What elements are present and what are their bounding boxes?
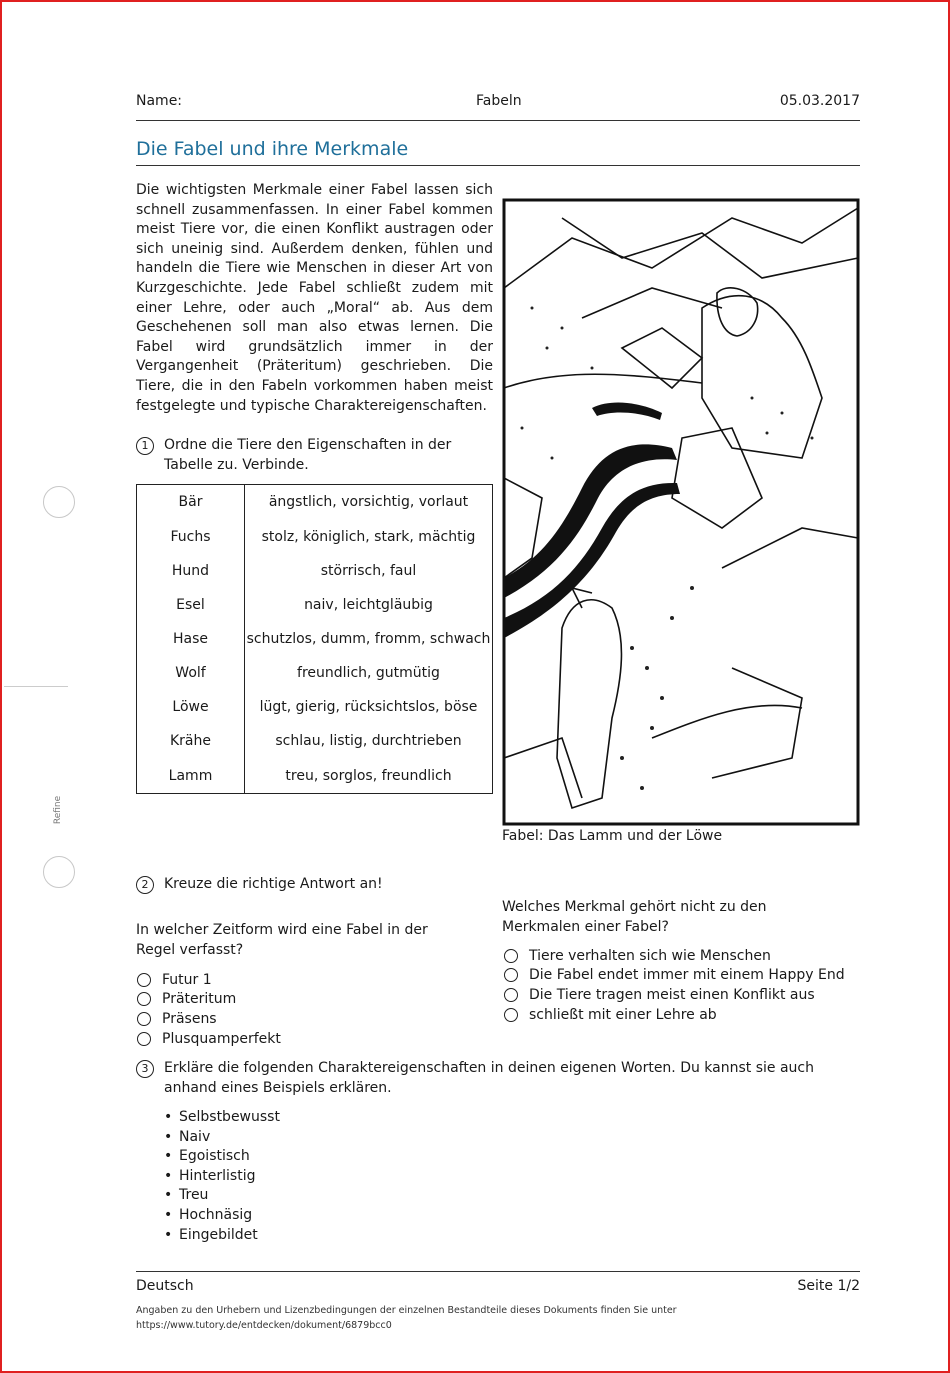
list-item [164,1167,280,1187]
radio-circle-icon[interactable] [504,949,518,963]
radio-circle-icon[interactable] [137,1032,151,1046]
answer-option[interactable] [137,970,281,990]
animal-cell: Hund [137,554,245,588]
table-row [137,588,493,622]
radio-circle-icon[interactable] [137,1012,151,1026]
credit-url: https://www.tutory.de/entdecken/dokument/6879bcc0 [136,1320,392,1331]
punch-hole-bottom [43,856,75,888]
list-item [164,1226,280,1246]
task-number: 3 [136,1060,154,1078]
traits-cell: lügt, gierig, rücksichtslos, böse [259,699,478,716]
option-label: schließt mit einer Lehre ab [529,1006,717,1023]
list-item-text: Hinterlistig [179,1167,256,1184]
punch-hole-top [43,486,75,518]
task-3 [136,1059,848,1098]
list-item-text: Hochnäsig [179,1206,253,1223]
list-item-text: Selbstbewusst [179,1109,280,1125]
table-row [137,656,493,690]
radio-circle-icon[interactable] [137,992,151,1006]
radio-circle-icon[interactable] [504,1008,518,1022]
side-label: Refine [53,795,64,825]
animal-cell: Wolf [137,656,245,690]
page-number: Seite 1/2 [797,1278,860,1294]
tense-options [137,970,281,1048]
task-text: Kreuze die richtige Antwort an! [164,876,383,892]
task-1 [136,436,496,475]
option-label: Die Tiere tragen meist einen Konflikt aus [529,986,815,1003]
bullet-icon: • [164,1148,173,1165]
answer-option[interactable] [137,990,281,1010]
answer-option[interactable] [504,946,845,966]
credit-line: Angaben zu den Urhebern und Lizenzbedingungen der einzelnen Bestandteile dieses Dokuments finden Sie unter [136,1305,677,1316]
fold-mark [4,686,68,687]
image-caption: Fabel: Das Lamm und der Löwe [502,828,723,844]
footer-subject: Deutsch [136,1278,194,1294]
list-item [164,1206,280,1226]
bullet-icon: • [164,1128,173,1145]
list-item-text: Egoistisch [179,1148,250,1165]
radio-circle-icon[interactable] [137,973,151,987]
table-row [137,622,493,656]
answer-option[interactable] [504,985,845,1005]
fable-illustration [502,198,860,826]
list-item [164,1128,280,1148]
trait-list [164,1108,280,1245]
list-item-text: Naiv [179,1128,211,1145]
task-text: Ordne die Tiere den Eigenschaften in der Tabelle zu. Verbinde. [164,437,452,473]
list-item-text: Treu [179,1187,209,1204]
list-item-text: Eingebildet [179,1226,258,1243]
task-number: 1 [136,437,154,455]
option-label: Futur 1 [162,971,212,988]
bullet-icon: • [164,1226,173,1243]
task-number: 2 [136,876,154,894]
intro-paragraph: Die wichtigsten Merkmale einer Fabel lassen sich schnell zusammenfassen. In einer Fabel kommen meist Tiere vor, die einen Konflikt austragen oder sich uneinig sind. Außerdem denken, fühlen und handeln die Tiere wie Menschen in dieser Art von Kurzgeschichte. Jede Fabel schließt zudem mit einer Lehre, oder auch „Moral“ ab. Aus dem Geschehenen soll man also etwas lernen. Die Fabel wird grundsätzlich immer in der Vergangenheit (Präteritum) geschrieben. Die Tiere, die in den Fabeln vorkommen haben meist festgelegte und typische Charaktereigenschaften. [136,182,493,414]
feature-options [504,946,845,1024]
traits-cell: naiv, leichtgläubig [304,596,433,613]
table-row [137,758,493,793]
name-label: Name: [136,93,183,109]
date: 05.03.2017 [779,93,860,109]
list-item [164,1108,280,1128]
bullet-icon: • [164,1167,173,1184]
footer-rule [136,1271,860,1272]
task-2 [136,875,496,895]
animal-cell: Löwe [137,690,245,724]
animal-cell: Fuchs [137,520,245,554]
animal-cell: Krähe [137,724,245,758]
traits-cell: störrisch, faul [320,562,417,579]
traits-cell: treu, sorglos, freundlich [285,767,452,784]
animal-traits-table [136,484,493,794]
radio-circle-icon[interactable] [504,968,518,982]
option-label: Die Fabel endet immer mit einem Happy End [529,967,845,984]
title-rule [136,165,860,166]
answer-option[interactable] [137,1029,281,1049]
header-rule [136,120,860,121]
table-row [137,690,493,724]
question-feature: Welches Merkmal gehört nicht zu den Merkmalen einer Fabel? [502,899,767,935]
page-title: Die Fabel und ihre Merkmale [136,138,409,160]
subject-title: Fabeln [476,93,522,109]
table-row [137,520,493,554]
option-label: Tiere verhalten sich wie Menschen [529,947,771,964]
traits-cell: schlau, listig, durchtrieben [275,733,462,750]
answer-option[interactable] [504,966,845,986]
list-item [164,1147,280,1167]
bullet-icon: • [164,1206,173,1223]
table-row [137,724,493,758]
traits-cell: stolz, königlich, stark, mächtig [261,528,476,545]
option-label: Plusquamperfekt [162,1030,281,1047]
animal-cell: Hase [137,622,245,656]
option-label: Präsens [162,1010,217,1027]
traits-cell: schutzlos, dumm, fromm, schwach [246,630,491,647]
radio-circle-icon[interactable] [504,988,518,1002]
bullet-icon: • [164,1109,173,1125]
traits-cell: freundlich, gutmütig [297,665,440,682]
option-label: Präteritum [162,991,237,1008]
answer-option[interactable] [504,1005,845,1025]
question-tense: In welcher Zeitform wird eine Fabel in der Regel verfasst? [136,922,428,958]
table-row [137,485,493,520]
animal-cell: Lamm [137,758,245,793]
answer-option[interactable] [137,1009,281,1029]
bullet-icon: • [164,1187,173,1204]
traits-cell: ängstlich, vorsichtig, vorlaut [268,494,469,511]
task-text: Erkläre die folgenden Charaktereigenschaften in deinen eigenen Worten. Du kannst sie auch anhand eines Beispiels erklären. [164,1060,814,1096]
list-item [164,1186,280,1206]
animal-cell: Esel [137,588,245,622]
table-row [137,554,493,588]
credit-text [136,1303,677,1333]
animal-cell: Bär [137,485,245,520]
